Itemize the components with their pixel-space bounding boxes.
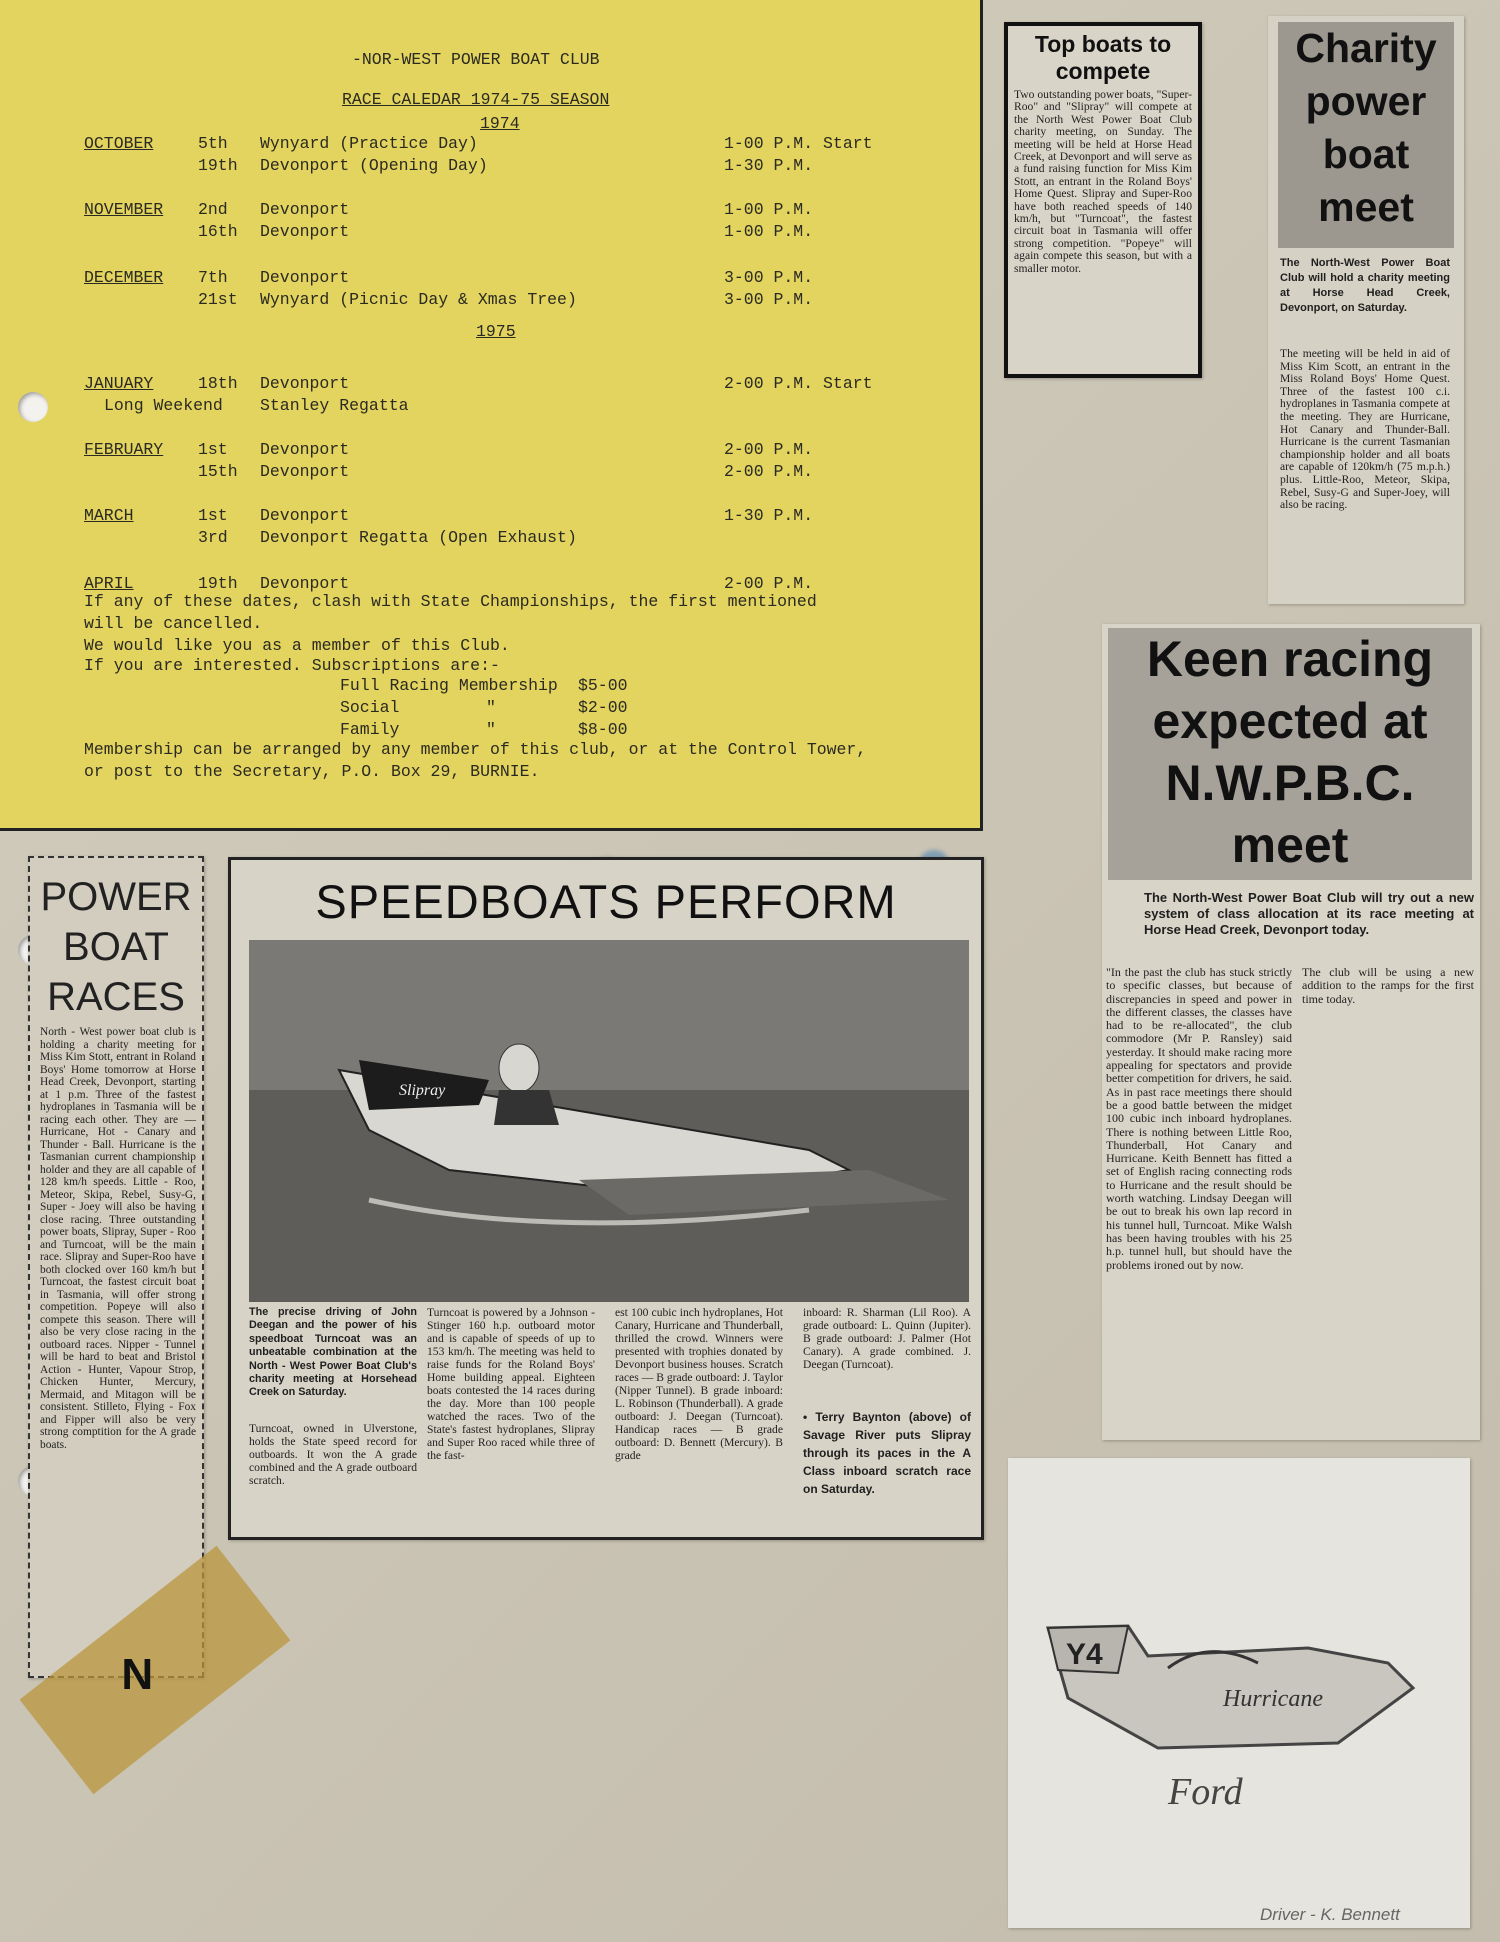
calendar-month: DECEMBER [84, 268, 164, 287]
calendar-venue: Devonport [260, 200, 350, 219]
calendar-time: 2-00 P.M. Start [724, 374, 873, 393]
subscription-price: $8-00 [578, 720, 628, 739]
calendar-day: 7th [198, 268, 228, 287]
calendar-year-1974: 1974 [480, 114, 520, 133]
subscription-price: $5-00 [578, 676, 628, 695]
calendar-note: We would like you as a member of this Club. [84, 636, 510, 655]
calendar-note: will be cancelled. [84, 614, 263, 633]
calendar-day: Long Weekend [104, 396, 223, 415]
calendar-month: OCTOBER [84, 134, 154, 153]
calendar-club-name: -NOR-WEST POWER BOAT CLUB [352, 50, 600, 69]
charity-lead: The North-West Power Boat Club will hold a charity meeting at Horse Head Creek, Devonport, on Saturday. [1280, 257, 1450, 314]
calendar-day: 18th [198, 374, 238, 393]
calendar-time: 1-30 P.M. [724, 156, 814, 175]
subscription-label: Full Racing Membership [340, 676, 558, 695]
calendar-day: 19th [198, 156, 238, 175]
boat-name: Hurricane [1223, 1686, 1323, 1712]
calendar-month: MARCH [84, 506, 134, 525]
calendar-footer: or post to the Secretary, P.O. Box 29, BURNIE. [84, 762, 540, 781]
keen-headline: Keen racing expected at N.W.P.B.C. meet [1108, 628, 1472, 880]
engine-label: Ford [1168, 1771, 1243, 1813]
calendar-day: 21st [198, 290, 238, 309]
speedboat-photo [249, 940, 969, 1302]
calendar-day: 2nd [198, 200, 228, 219]
calendar-venue: Devonport [260, 374, 350, 393]
calendar-venue: Stanley Regatta [260, 396, 409, 415]
calendar-day: 1st [198, 506, 228, 525]
charity-headline: Charity power boat meet [1278, 22, 1454, 248]
calendar-day: 3rd [198, 528, 228, 547]
calendar-venue: Devonport [260, 440, 350, 459]
speedboats-column-1: The precise driving of John Deegan and the power of his speedboat Turncoat was an unbeatable combination at the North - West Power Boat Club's charity meeting at Horsehead Creek on Saturday. [249, 1306, 417, 1399]
speedboats-photo-caption: • Terry Baynton (above) of Savage River puts Slipray through its paces in the A Class inboard scratch race on Saturday. [803, 1410, 971, 1496]
calendar-venue: Devonport [260, 268, 350, 287]
calendar-day: 19th [198, 574, 238, 593]
top-boats-body: Two outstanding power boats, "Super-Roo" and "Slipray" will compete at the North West Power Boat Club charity meeting, on Sunday. The meeting will be held at Horse Head Creek, at Devonport and will serve as a fund raising function for Miss Kim Stott, an entrant in the Roland Boys' Home Quest. Slipray and Super-Roo have both reached speeds of 140 km/h, but "Turncoat", the fastest circuit boat in Tasmania will offer strong competition. "Popeye" will again compete this season, but with a smaller motor. [1014, 88, 1192, 275]
power-boat-races-headline: POWER BOAT RACES [40, 875, 192, 1019]
race-calendar [0, 0, 983, 831]
calendar-venue: Devonport [260, 506, 350, 525]
calendar-year-1975: 1975 [476, 322, 516, 341]
calendar-venue: Devonport [260, 462, 350, 481]
calendar-day: 1st [198, 440, 228, 459]
speedboats-column-3: est 100 cubic inch hydroplanes, Hot Canary, Hurricane and Thunderball, thrilled the crowd. Winners were presented with trophies donated by Devonport business houses. Scratch races — B grade outboard: J. Taylor (Nipper Tunnel). B grade inboard: L. Robinson (Thunderball). A grade outboard: J. Deegan (Turncoat). Handicap races — B grade outboard: D. Bennett (Mercury). B grade [615, 1306, 784, 1462]
calendar-day: 5th [198, 134, 228, 153]
hurricane-drawing-card [1008, 1458, 1470, 1928]
keen-column-2: The club will be using a new addition to the ramps for the first time today. [1302, 965, 1474, 1006]
slipray-boat-illustration [249, 940, 969, 1302]
calendar-venue: Devonport [260, 222, 350, 241]
keen-column-1: "In the past the club has stuck strictly to specific classes, but because of discrepancies in speed and power in the different classes, the classes have had to be re-allocated", the club commodore (Mr P. Ransley) said yesterday. It should make racing more appealing for spectators and provide better competition for drivers, he said. As in past race meetings there should be a good battle between the midget 100 cubic inch inboard hydroplanes. There is nothing between Little Roo, Thunderball, Hot Canary and Hurricane. Keith Bennett has fitted a set of English racing connecting rods to Hurricane and the result should be worth watching. Lindsay Deegan will be out to break his own lap record in his tunnel hull, Turncoat. Mike Walsh has been having troubles with his 25 h.p. tunnel hull, but should have the problems ironed out by now. [1106, 965, 1292, 1272]
calendar-venue: Devonport (Opening Day) [260, 156, 488, 175]
calendar-time: 1-30 P.M. [724, 506, 814, 525]
speedboats-headline: SPEEDBOATS PERFORM [315, 875, 897, 928]
calendar-month: FEBRUARY [84, 440, 164, 459]
boat-hull-name: Slipray [399, 1082, 446, 1099]
speedboats-column-1b: Turncoat, owned in Ulverstone, holds the State speed record for outboards. It won the A grade combined and the A grade outboard scratch. [249, 1422, 417, 1487]
power-boat-races-clipping [28, 856, 204, 1678]
ditto-mark: " [486, 720, 496, 739]
speedboats-column-4: inboard: R. Sharman (Lil Roo). A grade outboard: L. Quinn (Jupiter). B grade outboard: J. Palmer (Hot Canary). A grade combined. J. Deegan (Turncoat). [803, 1306, 971, 1371]
charity-body: The meeting will be held in aid of Miss Kim Scott, an entrant in the Miss Roland Boys' Home Quest. Three of the fastest 100 c.i. hydroplanes in Tasmania compete at the meeting. They are Hurricane, Hot Canary and Thunder-Ball. Hurricane is the current Tasmanian championship holder and all boats are capable of 120km/h (75 m.p.h.) plus. Little-Roo, Meteor, Skipa, Rebel, Susy-G and Super-Joey, will also be racing. [1280, 347, 1450, 512]
boat-number: Y4 [1066, 1638, 1103, 1671]
calendar-month: APRIL [84, 574, 134, 593]
speedboats-perform-clipping [228, 857, 984, 1540]
keen-lead: The North-West Power Boat Club will try out a new system of class allocation at its race meeting at Horse Head Creek, Devonport today. [1144, 890, 1474, 937]
top-boats-headline: Top boats to compete [1034, 31, 1172, 84]
calendar-footer: Membership can be arranged by any member of this club, or at the Control Tower, [84, 740, 867, 759]
calendar-title: RACE CALEDAR 1974-75 SEASON [342, 90, 610, 109]
calendar-day: 16th [198, 222, 238, 241]
driver-label: Driver - K. Bennett [1260, 1905, 1400, 1924]
charity-meet-clipping [1268, 16, 1464, 604]
calendar-time: 3-00 P.M. [724, 290, 814, 309]
calendar-time: 2-00 P.M. [724, 574, 814, 593]
speedboats-column-2: Turncoat is powered by a Johnson - Stinger 160 h.p. outboard motor and is capable of speeds of up to 153 km/h. The meeting was held to raise funds for the Roland Boys' Home building appeal. Eighteen boats contested the 14 races during the day. More than 100 people watched the races. Two of the State's fastest hydroplanes, Slipray and Super Roo raced while three of the fast- [427, 1306, 595, 1462]
calendar-time: 2-00 P.M. [724, 440, 814, 459]
calendar-venue: Devonport Regatta (Open Exhaust) [260, 528, 577, 547]
tape-letter: N [121, 1650, 154, 1700]
calendar-venue: Wynyard (Practice Day) [260, 134, 478, 153]
binder-hole [18, 392, 48, 422]
calendar-month: NOVEMBER [84, 200, 164, 219]
calendar-time: 3-00 P.M. [724, 268, 814, 287]
top-boats-clipping [1004, 22, 1202, 378]
calendar-note: If you are interested. Subscriptions are:- [84, 656, 500, 675]
subscription-label: Family [340, 720, 400, 739]
hurricane-boat-sketch [1008, 1458, 1470, 1928]
subscription-label: Social [340, 698, 400, 717]
calendar-time: 1-00 P.M. Start [724, 134, 873, 153]
calendar-venue: Devonport [260, 574, 350, 593]
calendar-time: 1-00 P.M. [724, 200, 814, 219]
subscription-price: $2-00 [578, 698, 628, 717]
calendar-venue: Wynyard (Picnic Day & Xmas Tree) [260, 290, 577, 309]
calendar-month: JANUARY [84, 374, 154, 393]
calendar-time: 2-00 P.M. [724, 462, 814, 481]
keen-racing-clipping [1102, 624, 1480, 1440]
ditto-mark: " [486, 698, 496, 717]
power-boat-races-body: North - West power boat club is holding a charity meeting for Miss Kim Stott, entrant in Roland Boys' Home tomorrow at Horse Head Creek, Devonport, starting at 1 p.m. Three of the fastest hydroplanes in Tasmania will be racing each other. They are — Hurricane, Hot - Canary and Thunder - Ball. Hurricane is the Tasmanian current championship holder and they are all capable of 128 km/h speeds. Little - Roo, Meteor, Skipa, Rebel, Susy-G, Super - Joey will also be having close racing. Three outstanding power boats, Slipray, Super - Roo and Turncoat, will be the main race. Slipray and Super-Roo have both clocked over 160 km/h but Turncoat, the fastest circuit boat in Tasmania, will offer strong competition. Popeye will also compete this season. There will also be very close racing in the outboard races. Nipper - Tunnel will be hard to beat and Bristol Action - Hunter, Vapour Strop, Chicken Hunter, Mercury, Mermaid, and Mitagon will be consistent. Stilleto, Flying - Fox and Fipper will also be very strong comptition for the A grade boats. [40, 1026, 196, 1451]
calendar-time: 1-00 P.M. [724, 222, 814, 241]
calendar-day: 15th [198, 462, 238, 481]
calendar-note: If any of these dates, clash with State Championships, the first mentioned [84, 592, 817, 611]
